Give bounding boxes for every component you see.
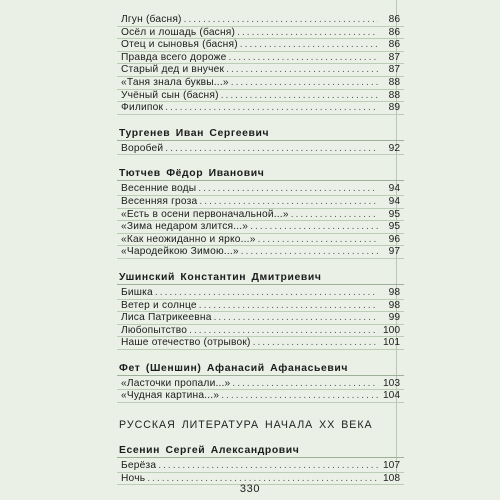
entry-title: Лиса Патрикеевна — [121, 312, 212, 324]
toc-entry — [117, 312, 404, 325]
toc-entry — [117, 300, 404, 313]
toc-entry — [117, 325, 404, 338]
entry-page-number: 92 — [388, 142, 400, 154]
table-of-contents — [117, 14, 404, 485]
toc-entry — [117, 209, 404, 222]
entry-title: Наше отечество (отрывок) — [121, 337, 251, 349]
entry-page-number: 87 — [388, 64, 400, 76]
entry-title: Ночь — [121, 472, 146, 484]
dot-leader — [214, 312, 378, 325]
toc-entry — [117, 234, 404, 247]
toc-entry — [117, 77, 404, 90]
entry-page-number: 101 — [383, 337, 400, 349]
page-number: 330 — [239, 483, 261, 495]
dot-leader — [165, 102, 378, 115]
entry-title: Учёный сын (басня) — [121, 89, 219, 101]
entry-title: «Чудная картина...» — [121, 390, 220, 402]
entry-title: Лгун (басня) — [121, 14, 182, 25]
entry-title: Любопытство — [121, 324, 188, 336]
entry-page-number: 104 — [383, 390, 400, 402]
dot-leader — [240, 39, 378, 52]
dot-leader — [258, 234, 378, 247]
toc-entry — [117, 221, 404, 234]
toc-entry — [117, 183, 404, 196]
entry-page-number: 89 — [388, 102, 400, 114]
dot-leader — [165, 143, 378, 156]
entry-title: Филипок — [121, 102, 164, 114]
entry-page-number: 86 — [388, 39, 400, 51]
entry-title: Ветер и солнце — [121, 299, 197, 311]
entry-title: «Как неожиданно и ярко...» — [121, 233, 256, 245]
toc-entry — [117, 90, 404, 103]
entry-title: Весенние воды — [121, 183, 197, 195]
entry-title: Бишка — [121, 286, 153, 298]
toc-entry — [117, 287, 404, 300]
dot-leader — [189, 325, 378, 338]
entry-page-number: 95 — [388, 208, 400, 220]
author-heading: Тургенев Иван Сергеевич — [117, 127, 404, 141]
toc-entry — [117, 64, 404, 77]
entry-title: Старый дед и внучек — [121, 64, 225, 76]
entry-title: «Зима недаром злится...» — [121, 221, 249, 233]
author-heading: Фет (Шеншин) Афанасий Афанасьевич — [117, 362, 404, 376]
dot-leader — [237, 27, 378, 40]
toc-entry — [117, 39, 404, 52]
toc-entry — [117, 390, 404, 403]
entry-page-number: 107 — [383, 460, 400, 472]
dot-leader — [226, 64, 378, 77]
dot-leader — [198, 183, 378, 196]
dot-leader — [241, 246, 378, 259]
entry-title: «Таня знала буквы...» — [121, 76, 229, 88]
entry-page-number: 97 — [388, 246, 400, 258]
entry-page-number: 96 — [388, 233, 400, 245]
entry-title: Отец и сыновья (басня) — [121, 39, 238, 51]
entry-page-number: 86 — [388, 26, 400, 38]
entry-title: Воробей — [121, 142, 164, 154]
dot-leader — [229, 52, 378, 65]
section-heading: РУССКАЯ ЛИТЕРАТУРА НАЧАЛА XX ВЕКА — [119, 419, 373, 432]
toc-entry — [117, 102, 404, 115]
entry-page-number: 95 — [388, 221, 400, 233]
dot-leader — [221, 390, 378, 403]
toc-entry — [117, 378, 404, 391]
entry-page-number: 94 — [388, 195, 400, 207]
dot-leader — [155, 287, 378, 300]
entry-title: «Ласточки пропали...» — [121, 377, 231, 389]
entry-page-number: 94 — [388, 183, 400, 195]
entry-page-number: 86 — [388, 14, 400, 25]
entry-title: Правда всего дороже — [121, 51, 227, 63]
dot-leader — [250, 221, 378, 234]
dot-leader — [184, 14, 378, 27]
author-heading: Ушинский Константин Дмитриевич — [117, 271, 404, 285]
dot-leader — [253, 337, 378, 350]
entry-title: Берёза — [121, 460, 157, 472]
dot-leader — [199, 300, 378, 313]
entry-page-number: 100 — [383, 324, 400, 336]
dot-leader — [221, 90, 378, 103]
author-heading: Есенин Сергей Александрович — [117, 444, 404, 458]
dot-leader — [158, 460, 378, 473]
entry-title: Осёл и лошадь (басня) — [121, 26, 236, 38]
toc-entry — [117, 196, 404, 209]
entry-page-number: 88 — [388, 89, 400, 101]
toc-entry — [117, 460, 404, 473]
entry-title: «Чародейкою Зимою...» — [121, 246, 239, 258]
author-heading: Тютчев Фёдор Иванович — [117, 167, 404, 181]
toc-entry — [117, 246, 404, 259]
entry-page-number: 88 — [388, 76, 400, 88]
entry-page-number: 103 — [383, 377, 400, 389]
toc-entry — [117, 337, 404, 350]
toc-entry — [117, 27, 404, 40]
dot-leader — [291, 209, 378, 222]
entry-page-number: 108 — [383, 472, 400, 484]
toc-entry — [117, 143, 404, 156]
entry-page-number: 98 — [388, 299, 400, 311]
entry-page-number: 98 — [388, 286, 400, 298]
dot-leader — [232, 378, 378, 391]
entry-page-number: 99 — [388, 312, 400, 324]
entry-page-number: 87 — [388, 51, 400, 63]
entry-title: Весенняя гроза — [121, 195, 198, 207]
dot-leader — [231, 77, 378, 90]
toc-entry — [117, 14, 404, 27]
dot-leader — [199, 196, 378, 209]
toc-entry — [117, 52, 404, 65]
entry-title: «Есть в осени первоначальной...» — [121, 208, 289, 220]
